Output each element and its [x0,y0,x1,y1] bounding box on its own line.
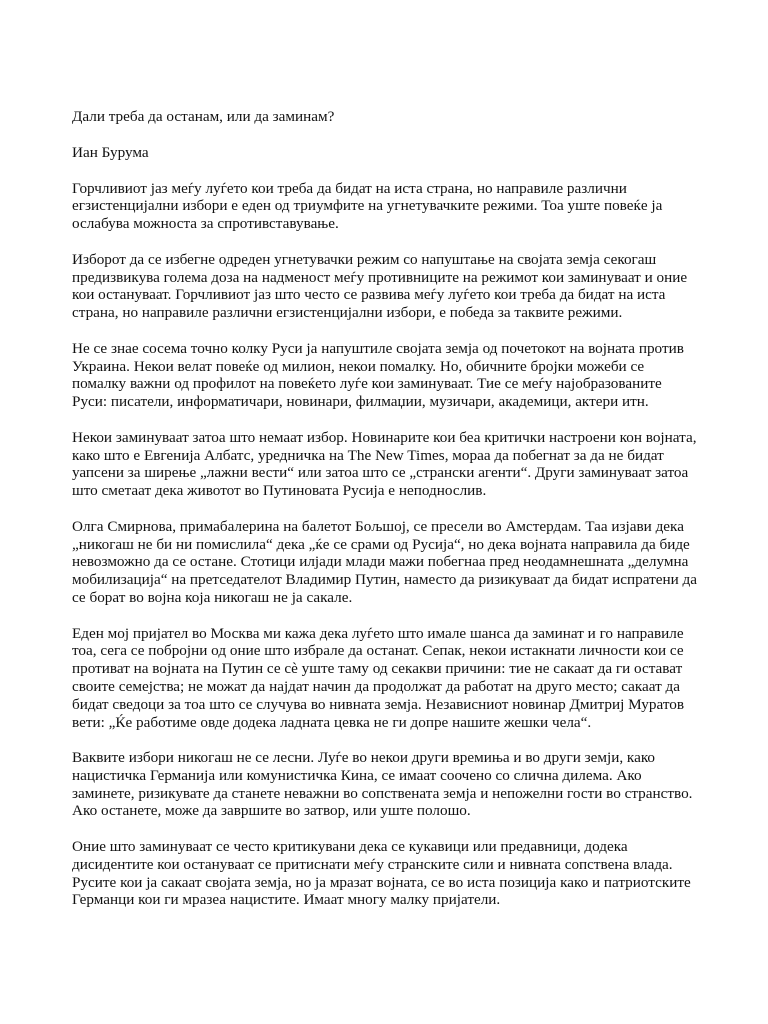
paragraph-2: Изборот да се избегне одреден угнетувачки режим со напуштање на својата земја секогаш предизвикува голема доза на надменост меѓу противниците на режимот кои заминуваат и оние кои остануваат. Горчливиот јаз што често се развива меѓу луѓето кои треба да бидат на иста страна, но направиле различни егзистенцијални избори, е победа за таквите режими. [72,250,688,322]
paragraph-8: Оние што заминуваат се често критикувани дека се кукавици или предавници, додека дисидентите кои остануваат се притиснати меѓу странските сили и нивната сопствена влада. Русите кои ја сакаат својата земја, но ја мразат војната, се во иста позиција како и патриотските Германци кои ги мразеа нацистите. Имаат многу малку пријатели. [72,838,691,909]
document-title: Дали треба да останам, или да заминам? [72,108,335,125]
paragraph-3: Не се знае сосема точно колку Руси ја напуштиле својата земја од почетокот на војната против Украина. Некои велат повеќе од милион, некои помалку. Но, обичните бројки можеби се помалку важни од профилот на повеќето луѓе кои заминуваат. Тие се меѓу најобразованите Руси: писатели, информатичари, новинари, филмаџии, музичари, академици, актери итн. [72,339,684,411]
document-page [72,108,700,927]
paragraph-4: Некои заминуваат затоа што немаат избор. Новинарите кои беа критички настроени кон војната, како што е Евгенија Албатс, уредничка на The New Times, мораа да побегнат за да не бидат уапсени за ширење „лажни вести“ или затоа што се „странски агенти“. Други заминуваат затоа што сметаат дека животот во Путиновата Русија е неподнослив. [72,428,697,500]
paragraph-1: Горчливиот јаз меѓу луѓето кои треба да бидат на иста страна, но направиле различни егзистенцијални избори е еден од триумфите на угнетувачките режими. Тоа уште повеќе ја ослабува можноста за спротивставување. [72,179,663,233]
document-author: Иан Бурума [72,143,149,161]
paragraph-7: Ваквите избори никогаш не се лесни. Луѓе во некои други времиња и во други земји, како нацистичка Германија или комунистичка Кина, се имаат соочено со слична дилема. Ако заминете, ризикувате да станете неважни во сопствената земја и непожелни гости во странство. Ако останете, може да завршите во затвор, или уште полошо. [72,749,693,820]
paragraph-5: Олга Смирнова, примабалерина на балетот Бољшој, се пресели во Амстердам. Таа изјави дека „никогаш не би ни помислила“ дека „ќе се срами од Русија“, но дека војната направила да биде невозможно да се остане. Стотици илјади млади мажи побегнаа пред неодамнешната „делумна мобилизација“ на претседателот Владимир Путин, наместо да ризикуваат да бидат испратени да се борат во војна која никогаш не ја сакале. [72,517,698,606]
paragraph-6: Еден мој пријател во Москва ми кажа дека луѓето што имале шанса да заминат и го направиле тоа, сега се побројни од оние што избрале да останат. Сепак, некои истакнати личности кои се противат на војната на Путин се сè уште таму од секакви причини: тие не сакаат да ги остават своите семејства; не можат да најдат начин да продолжат да работат на друго место; сакаат да бидат сведоци за тоа што се случува во нивната земја. Независниот новинар Дмитриј Муратов вети: „Ќе работиме овде додека ладната цевка не ги допре нашите жешки чела“. [72,624,685,731]
